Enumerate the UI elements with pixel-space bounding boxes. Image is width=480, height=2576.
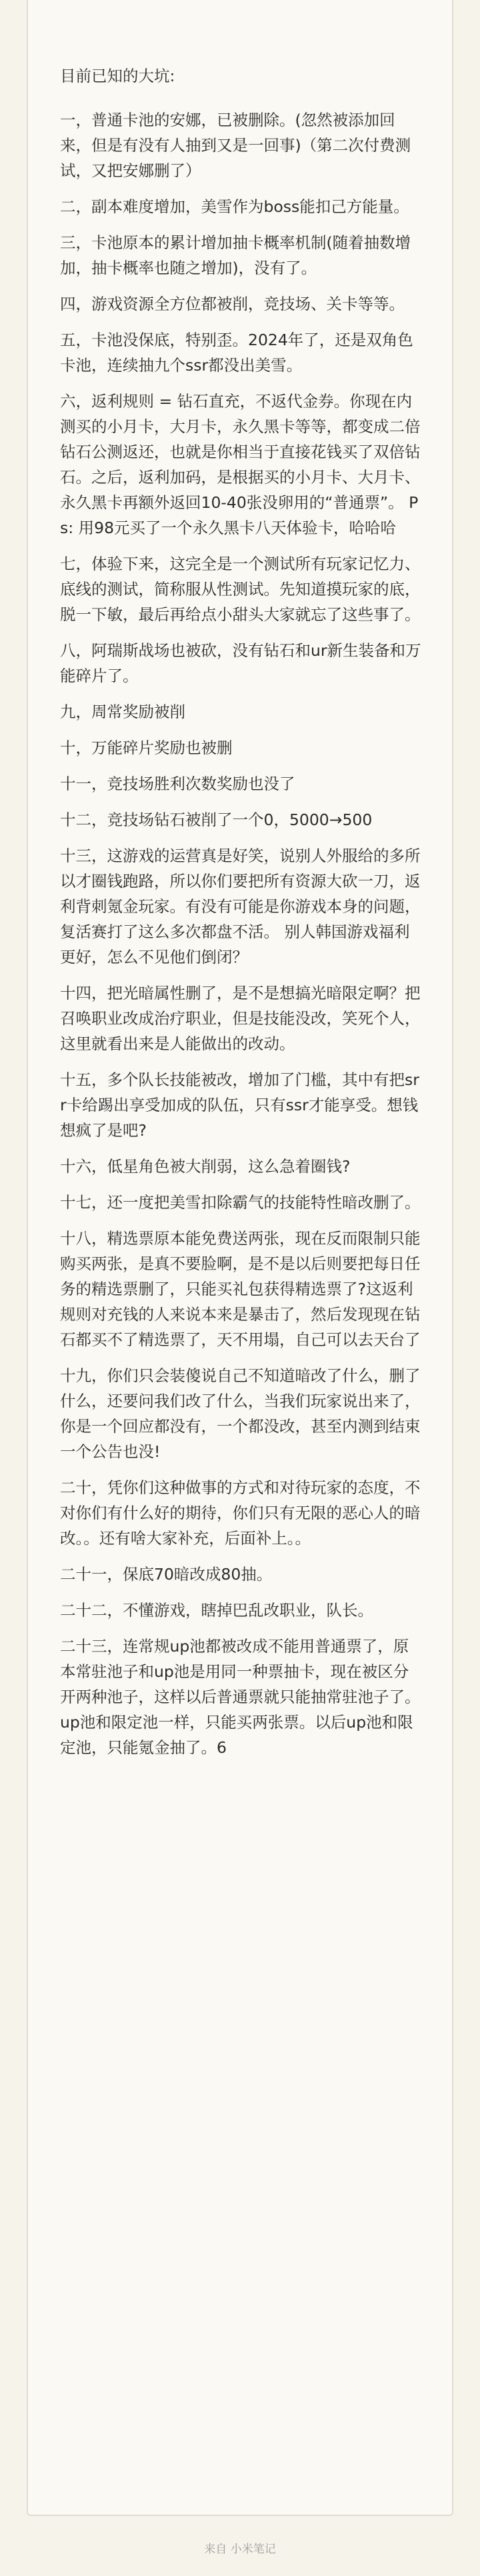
note-paragraph: 十六，低星角色被大削弱，这么急着圈钱? <box>60 1157 351 1176</box>
note-paragraph: 十，万能碎片奖励也被删 <box>60 738 233 757</box>
note-paragraph: 八，阿瑞斯战场也被砍，没有钻石和ur新生装备和万能碎片了。 <box>60 641 421 685</box>
note-paragraph: 七，体验下来，这完全是一个测试所有玩家记忆力、底线的测试，简称服从性测试。先知道摸玩家的底，脱一下敏，最后再给点小甜头大家就忘了这些事了。 <box>60 555 421 624</box>
note-paragraph: 十二，竞技场钻石被削了一个0，5000→500 <box>60 810 373 829</box>
note-paragraph: 二十，凭你们这种做事的方式和对待玩家的态度，不对你们有什么好的期待，你们只有无限的恶心人的暗改。。还有啥大家补充，后面补上。。 <box>60 1478 421 1548</box>
note-paragraph: 十一，竞技场胜利次数奖励也没了 <box>60 774 295 793</box>
note-paragraph: 十九，你们只会装傻说自己不知道暗改了什么，删了什么，还要问我们改了什么，当我们玩家说出来了，你是一个回应都没有，一个都没改，甚至内测到结束一个公告也没! <box>60 1366 421 1461</box>
note-heading: 目前已知的大坑: <box>60 67 175 85</box>
note-paragraph: 一，普通卡池的安娜，已被删除。(忽然被添加回来，但是有没有人抽到又是一回事)（第二次付费测试，又把安娜删了） <box>60 111 411 180</box>
note-paragraph: 十八，精选票原本能免费送两张，现在反而限制只能购买两张，是真不要脸啊，是不是以后则要把每日任务的精选票删了，只能买礼包获得精选票了?这返利规则对充钱的人来说本来是暴击了，然后发现现在钻石都买不了精选票了，天不用塌，自己可以去天台了 <box>60 1229 421 1349</box>
note-paragraph: 五，卡池没保底，特别歪。2024年了，还是双角色卡池，连续抽九个ssr都没出美雪。 <box>60 331 413 375</box>
note-paragraph: 四，游戏资源全方位都被削，竞技场、关卡等等。 <box>60 295 405 313</box>
note-paragraph: 十三，这游戏的运营真是好笑，说别人外服给的多所以才圈钱跑路，所以你们要把所有资源大砍一刀，返利背刺氪金玩家。有没有可能是你游戏本身的问题，复活赛打了这么多次都盘不活。 别人韩国游戏福利更好，怎么不见他们倒闭？ <box>60 846 421 966</box>
note-paragraph: 十七，还一度把美雪扣除霸气的技能特性暗改删了。 <box>60 1193 421 1212</box>
note-paragraph: 十五，多个队长技能被改，增加了门槛，其中有把sr r卡给踢出享受加成的队伍，只有ssr才能享受。想钱想疯了是吧? <box>60 1070 425 1140</box>
note-paragraph: 二十二，不懂游戏，瞎掉巴乱改职业，队长。 <box>60 1601 373 1620</box>
note-paragraph: 九，周常奖励被削 <box>60 702 185 721</box>
note-paragraph: 六，返利规则 = 钻石直充，不返代金券。你现在内测买的小月卡，大月卡，永久黑卡等等，都变成二倍钻石公测返还，也就是你相当于直接花钱买了双倍钻石。之后，返利加码，是根据买的小月卡、大月卡、永久黑卡再额外返回10-40张没卵用的“普通票”。 Ps: 用98元买了一个永久黑卡八天体验卡，哈哈哈 <box>60 392 421 537</box>
note-paragraph: 二十一，保底70暗改成80抽。 <box>60 1565 273 1584</box>
note-paragraph: 二，副本难度增加，美雪作为boss能扣己方能量。 <box>60 197 409 216</box>
note-paragraph: 三，卡池原本的累计增加抽卡概率机制(随着抽数增加，抽卡概率也随之增加)，没有了。 <box>60 233 411 277</box>
note-paragraph: 十四，把光暗属性删了，是不是想搞光暗限定啊？把召唤职业改成治疗职业，但是技能没改，笑死个人，这里就看出来是人能做出的改动。 <box>60 984 421 1053</box>
note-paragraph: 二十三，连常规up池都被改成不能用普通票了，原本常驻池子和up池是用同一种票抽卡，现在被区分开两种池子，这样以后普通票就只能抽常驻池子了。up池和限定池一样，只能买两张票。以后up池和限定池，只能氪金抽了。6 <box>60 1637 421 1757</box>
note-body <box>60 63 423 1771</box>
footer-source: 来自 小米笔记 <box>204 2543 276 2556</box>
